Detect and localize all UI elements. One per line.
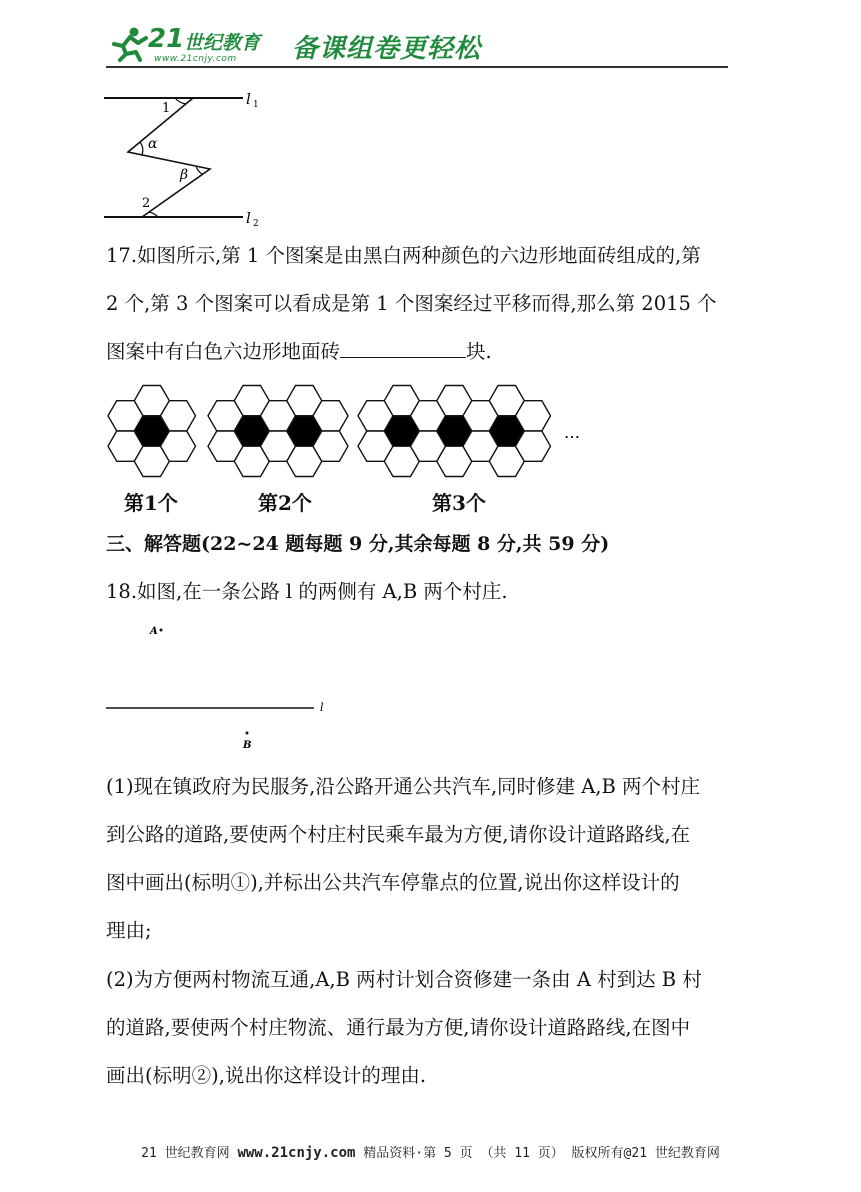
q17-line-1: 17.如图所示,第 1 个图案是由黑白两种颜色的六边形地面砖组成的,第 <box>106 244 701 267</box>
q17-line-3-end: 块. <box>466 340 492 363</box>
answer-blank[interactable] <box>340 339 466 358</box>
logo-number: 21 <box>148 24 185 54</box>
logo-url: www.21cnjy.com <box>154 54 237 64</box>
footer-site: 21 世纪教育网 <box>141 1146 230 1161</box>
footer-info: 精品资料·第 5 页 （共 11 页） 版权所有@21 世纪教育网 <box>363 1146 720 1161</box>
pattern-caption-3: 第3个 <box>432 491 486 515</box>
q18-part1-line-4: 理由; <box>106 919 152 942</box>
q18-intro: 18.如图,在一条公路 l 的两侧有 A,B 两个村庄. <box>106 580 508 603</box>
road-label: l <box>320 701 324 714</box>
point-b-label: B <box>243 740 252 751</box>
q18-part1-line-2: 到公路的道路,要使两个村庄村民乘车最为方便,请你设计道路路线,在 <box>106 823 691 846</box>
section-3-title: 三、解答题(22~24 题每题 9 分,其余每题 8 分,共 59 分) <box>106 533 610 555</box>
pattern-caption-1: 第1个 <box>124 491 178 515</box>
line1-sub: 1 <box>253 100 259 110</box>
q18-part1-line-1: (1)现在镇政府为民服务,沿公路开通公共汽车,同时修建 A,B 两个村庄 <box>106 775 701 798</box>
point-b <box>246 732 249 735</box>
angle-alpha-label: α <box>148 136 158 152</box>
runner-logo-icon <box>110 26 150 62</box>
q18-part1-line-3: 图中画出(标明①),并标出公共汽车停靠点的位置,说出你这样设计的 <box>106 871 680 894</box>
angle-1-label: 1 <box>162 101 171 116</box>
q17-line-3-text: 图案中有白色六边形地面砖 <box>106 340 341 363</box>
line2-sub: 2 <box>253 219 259 226</box>
point-a-label: A <box>150 626 158 637</box>
q17-line-3 <box>106 328 492 376</box>
villages-road-figure <box>100 618 340 758</box>
hexagon-patterns-figure <box>100 384 600 478</box>
header-divider <box>106 66 728 68</box>
angle-beta-label: β <box>180 167 189 183</box>
footer-url[interactable]: www.21cnjy.com <box>237 1145 356 1161</box>
q18-part2-line-1: (2)为方便两村物流互通,A,B 两村计划合资修建一条由 A 村到达 B 村 <box>106 968 702 991</box>
header <box>106 24 728 68</box>
footer <box>0 1142 861 1161</box>
pattern-caption-2: 第2个 <box>258 491 312 515</box>
logo-name: 世纪教育 <box>184 32 261 54</box>
pattern-ellipsis: … <box>564 423 580 442</box>
line1-label: l <box>246 90 251 108</box>
q17-line-2: 2 个,第 3 个图案可以看成是第 1 个图案经过平移而得,那么第 2015 个 <box>106 292 717 315</box>
line2-label: l <box>246 209 251 226</box>
header-slogan: 备课组卷更轻松 <box>292 34 482 64</box>
angle-2-label: 2 <box>142 196 151 211</box>
point-a <box>160 629 163 632</box>
q18-part2-line-3: 画出(标明②),说出你这样设计的理由. <box>106 1064 427 1087</box>
q18-part2-line-2: 的道路,要使两个村庄物流、通行最为方便,请你设计道路路线,在图中 <box>106 1016 691 1039</box>
parallel-lines-figure <box>100 86 275 226</box>
